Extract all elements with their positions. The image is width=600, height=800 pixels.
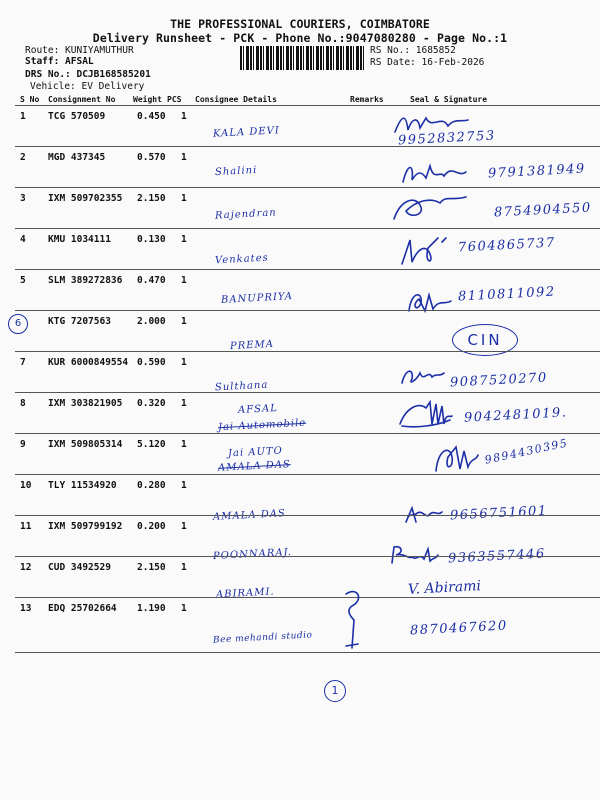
row-consignee: BANUPRIYA [220, 291, 294, 306]
struck-consignee: AMALA DAS [217, 459, 292, 474]
row-pcs: 1 [181, 193, 187, 204]
row-consignee: Venkates [214, 252, 270, 267]
table-row [0, 271, 600, 311]
row-sno: 7 [20, 357, 26, 368]
row-phone: 9791381949 [487, 161, 587, 182]
rs-date: RS Date: 16-Feb-2026 [370, 57, 485, 68]
row-phone: 7604865737 [457, 235, 557, 256]
row-weight: 0.450 [137, 111, 166, 122]
circled-row-mark: 6 [8, 314, 28, 334]
row-weight: 1.190 [137, 603, 166, 614]
row-pcs: 1 [181, 152, 187, 163]
row-consignment: KUR 6000849554 [48, 357, 129, 368]
row-divider [15, 351, 600, 352]
row-consignment: SLM 389272836 [48, 275, 123, 286]
signature-mark [396, 398, 454, 432]
row-pcs: 1 [181, 234, 187, 245]
row-consignee: Shalini [214, 164, 258, 179]
row-divider [15, 515, 600, 516]
row-weight: 0.320 [137, 398, 166, 409]
row-divider [15, 228, 600, 229]
table-row [0, 394, 600, 434]
row-weight: 0.200 [137, 521, 166, 532]
row-pcs: 1 [181, 275, 187, 286]
row-sno: 1 [20, 111, 26, 122]
row-pcs: 1 [181, 111, 187, 122]
row-consignment: IXM 509799192 [48, 521, 123, 532]
row-consignee: POONNARAJ. [212, 546, 293, 563]
cin-stamp: CIN [452, 324, 518, 356]
table-row [0, 107, 600, 147]
table-row [0, 312, 600, 352]
row-pcs: 1 [181, 521, 187, 532]
row-pcs: 1 [181, 357, 187, 368]
row-weight: 0.570 [137, 152, 166, 163]
row-divider [15, 187, 600, 188]
row-divider [15, 310, 600, 311]
row-divider [15, 269, 600, 270]
row-weight: 0.280 [137, 480, 166, 491]
row-divider [15, 652, 600, 653]
row-sno: 2 [20, 152, 26, 163]
row-consignee: PREMA [229, 338, 275, 353]
row-phone: 8870467620 [409, 618, 509, 639]
signature-mark [430, 441, 480, 477]
signature-mark [400, 160, 470, 186]
row-sno: 3 [20, 193, 26, 204]
row-consignee: ABIRAMI. [215, 586, 275, 601]
document-subtitle: Delivery Runsheet - PCK - Phone No.:9047080280 - Page No.:1 [92, 31, 508, 45]
row-sno: 10 [20, 480, 32, 491]
route-label: Route: KUNIYAMUTHUR [25, 45, 134, 56]
row-phone: 9656751601 [449, 503, 549, 524]
col-pcs: PCS [167, 95, 182, 104]
row-consignment: KTG 7207563 [48, 316, 111, 327]
row-phone: 9952832753 [397, 128, 497, 149]
row-phone: 9087520270 [449, 370, 549, 391]
row-consignee: Rajendran [214, 207, 278, 222]
staff-label: Staff: AFSAL [25, 56, 94, 67]
row-phone: 9042481019. [463, 405, 568, 426]
table-row [0, 435, 600, 475]
table-row [0, 189, 600, 229]
row-divider [15, 556, 600, 557]
row-sno: 12 [20, 562, 32, 573]
row-divider [15, 433, 600, 434]
row-consignee: KALA DEVI [212, 125, 281, 140]
bracket-mark [338, 586, 368, 652]
row-sno: 5 [20, 275, 26, 286]
document-title: THE PROFESSIONAL COURIERS, COIMBATORE [170, 17, 430, 31]
row-sno: 9 [20, 439, 26, 450]
row-consignment: CUD 3492529 [48, 562, 111, 573]
row-weight: 2.150 [137, 562, 166, 573]
row-consignee: Sulthana [214, 379, 269, 394]
row-consignee: AMALA DAS [212, 508, 287, 523]
signature-mark [398, 363, 448, 389]
row-consignee: Bee mehandi studio [212, 630, 313, 646]
row-weight: 2.000 [137, 316, 166, 327]
vehicle-label: Vehicle: EV Delivery [30, 81, 145, 92]
col-weight: Weight [133, 95, 162, 104]
handwritten-signature: V. Abirami [407, 578, 482, 598]
drs-number: DRS No.: DCJB168585201 [25, 69, 151, 80]
row-weight: 0.130 [137, 234, 166, 245]
row-consignee: AFSAL [237, 402, 279, 417]
table-row [0, 353, 600, 393]
row-phone: 8754904550 [493, 200, 593, 221]
table-row [0, 599, 600, 646]
table-row [0, 517, 600, 567]
row-consignment: EDQ 25702664 [48, 603, 117, 614]
barcode [240, 46, 366, 70]
row-pcs: 1 [181, 398, 187, 409]
row-divider [15, 146, 600, 147]
header-divider [15, 105, 600, 106]
row-phone: 9363557446 [447, 546, 547, 567]
col-remarks: Remarks [350, 95, 384, 104]
row-consignment: IXM 509805314 [48, 439, 123, 450]
struck-consignee: Jai Automobile [217, 417, 307, 434]
row-divider [15, 474, 600, 475]
col-consignment: Consignment No [48, 95, 116, 104]
col-sno: S No [20, 95, 40, 104]
row-divider [15, 392, 600, 393]
table-row [0, 558, 600, 601]
row-pcs: 1 [181, 480, 187, 491]
row-pcs: 1 [181, 562, 187, 573]
signature-mark [398, 234, 458, 268]
row-weight: 2.150 [137, 193, 166, 204]
row-consignment: KMU 1034111 [48, 234, 111, 245]
row-sno: 11 [20, 521, 32, 532]
col-consignee: Consignee Details [195, 95, 277, 104]
row-weight: 0.470 [137, 275, 166, 286]
row-consignment: IXM 509702355 [48, 193, 123, 204]
row-consignment: MGD 437345 [48, 152, 106, 163]
row-phone: 8110811092 [457, 284, 557, 305]
row-sno: 4 [20, 234, 26, 245]
signature-mark [390, 191, 470, 223]
table-row [0, 148, 600, 188]
table-row [0, 476, 600, 524]
row-pcs: 1 [181, 603, 187, 614]
row-consignee: Jai AUTO [227, 445, 284, 460]
row-pcs: 1 [181, 316, 187, 327]
row-pcs: 1 [181, 439, 187, 450]
row-weight: 0.590 [137, 357, 166, 368]
row-phone: 9894430395 [483, 436, 570, 467]
row-sno: 8 [20, 398, 26, 409]
table-row [0, 230, 600, 270]
row-divider [15, 597, 600, 598]
row-weight: 5.120 [137, 439, 166, 450]
page-circle-mark: 1 [324, 680, 346, 702]
row-sno: 13 [20, 603, 32, 614]
row-consignment: IXM 303821905 [48, 398, 123, 409]
row-consignment: TCG 570509 [48, 111, 106, 122]
col-seal-signature: Seal & Signature [410, 95, 488, 104]
rs-number: RS No.: 1685852 [370, 45, 456, 56]
row-consignment: TLY 11534920 [48, 480, 117, 491]
